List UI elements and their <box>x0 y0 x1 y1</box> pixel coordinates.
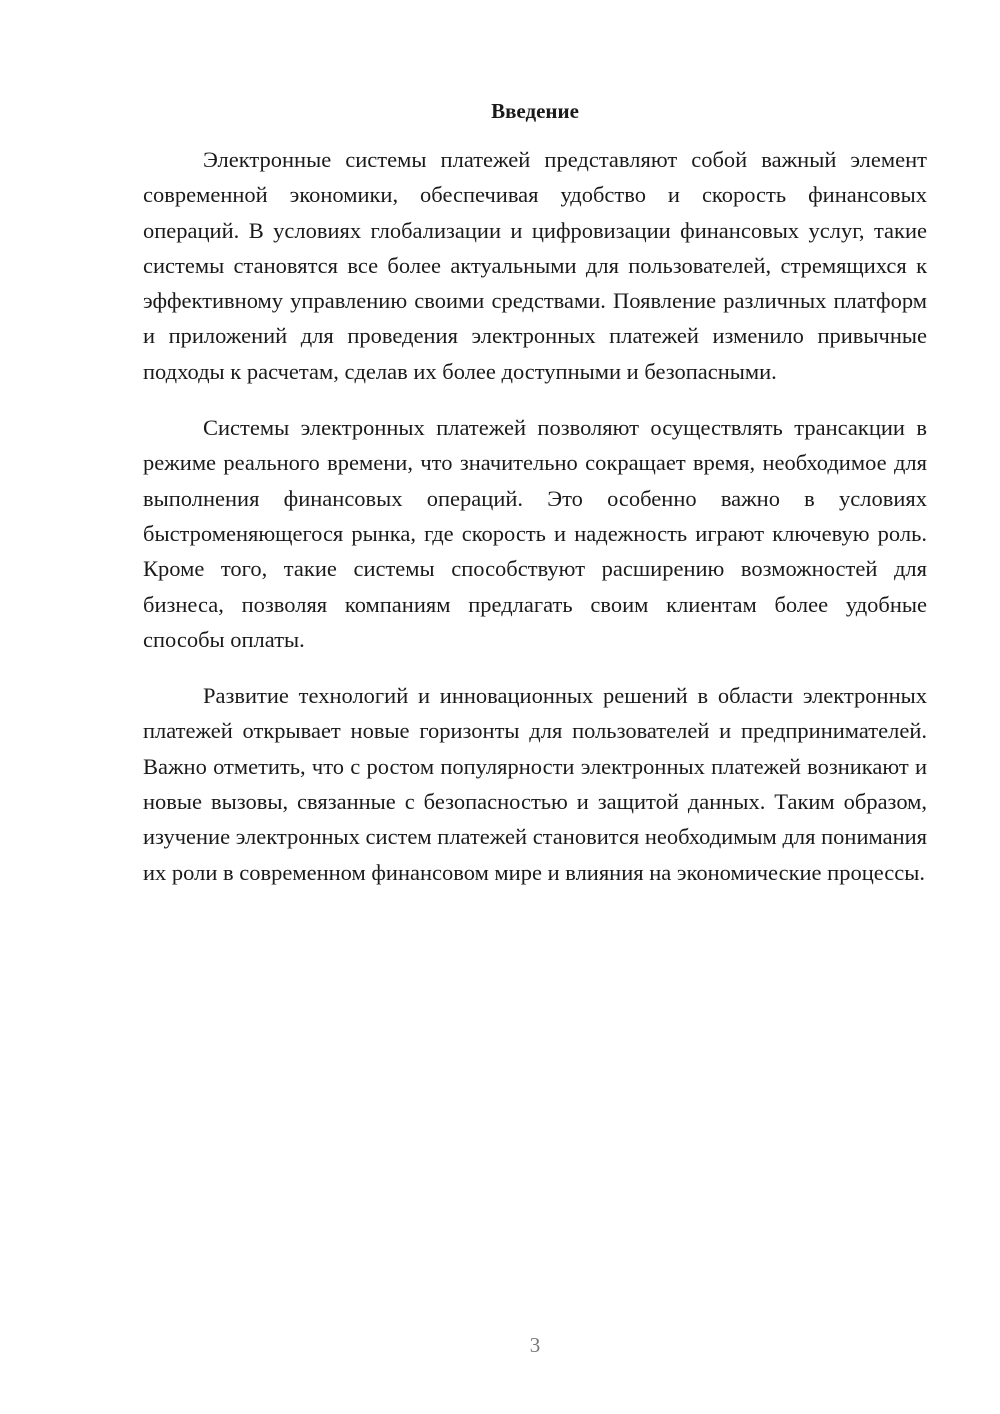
paragraph-1: Электронные системы платежей представляют собой важный элемент современной экономики, обеспечивая удобство и скорость финансовых операций. В условиях глобализации и цифровизации финансовых услуг, такие системы становятся все более актуальными для пользователей, стремящихся к эффективному управлению своими средствами. Появление различных платформ и приложений для проведения электронных платежей изменило привычные подходы к расчетам, сделав их более доступными и безопасными. <box>143 147 927 384</box>
paragraph-2: Системы электронных платежей позволяют осуществлять трансакции в режиме реального времени, что значительно сокращает время, необходимое для выполнения финансовых операций. Это особенно важно в условиях быстроменяющегося рынка, где скорость и надежность играют ключевую роль. Кроме того, такие системы способствуют расширению возможностей для бизнеса, позволяя компаниям предлагать своим клиентам более удобные способы оплаты. <box>143 415 927 652</box>
section-title: Введение <box>491 99 579 123</box>
paragraph-3: Развитие технологий и инновационных решений в области электронных платежей открывает новые горизонты для пользователей и предпринимателей. Важно отметить, что с ростом популярности электронных платежей возникают и новые вызовы, связанные с безопасностью и защитой данных. Таким образом, изучение электронных систем платежей становится необходимым для понимания их роли в современном финансовом мире и влияния на экономические процессы. <box>143 683 927 885</box>
page-number: 3 <box>529 1333 541 1357</box>
body-text <box>143 142 927 911</box>
